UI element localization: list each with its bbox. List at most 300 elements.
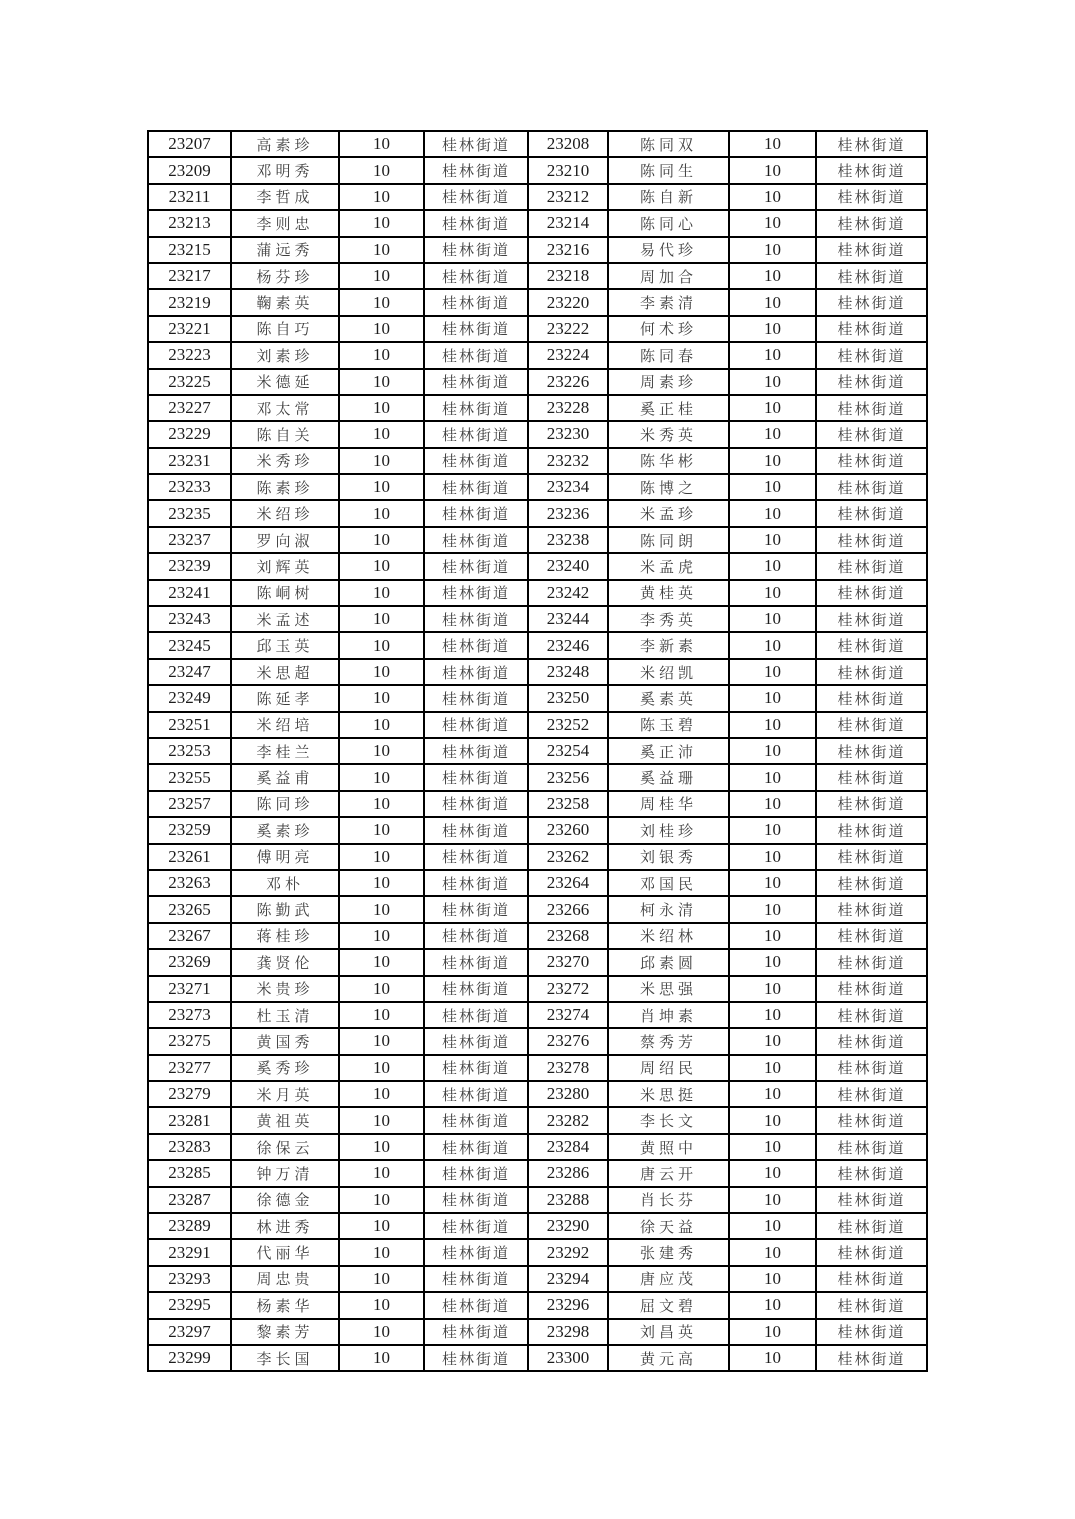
table-row: [148, 263, 927, 289]
table-row: [148, 474, 927, 500]
person-id: 23278: [528, 1055, 608, 1081]
person-name: 邱素圆: [608, 949, 729, 975]
person-name: 刘桂珍: [608, 817, 729, 843]
table-row: [148, 369, 927, 395]
person-name: 肖长芬: [608, 1187, 729, 1213]
person-name: 肖坤素: [608, 1002, 729, 1028]
table-row: [148, 844, 927, 870]
amount-value: 10: [729, 712, 816, 738]
person-id: 23207: [148, 131, 231, 157]
amount-value: 10: [339, 976, 424, 1002]
person-id: 23252: [528, 712, 608, 738]
street-name: 桂林街道: [424, 1292, 528, 1318]
person-id: 23293: [148, 1266, 231, 1292]
person-id: 23239: [148, 553, 231, 579]
amount-value: 10: [339, 896, 424, 922]
table-row: [148, 764, 927, 790]
amount-value: 10: [729, 1266, 816, 1292]
amount-value: 10: [729, 369, 816, 395]
amount-value: 10: [339, 606, 424, 632]
person-id: 23242: [528, 580, 608, 606]
person-id: 23212: [528, 184, 608, 210]
street-name: 桂林街道: [424, 976, 528, 1002]
person-name: 李长国: [231, 1345, 339, 1371]
street-name: 桂林街道: [424, 237, 528, 263]
amount-value: 10: [729, 237, 816, 263]
person-id: 23224: [528, 342, 608, 368]
amount-value: 10: [339, 210, 424, 236]
street-name: 桂林街道: [816, 632, 927, 658]
table-row: [148, 1187, 927, 1213]
person-id: 23211: [148, 184, 231, 210]
amount-value: 10: [339, 1239, 424, 1265]
person-name: 李新素: [608, 632, 729, 658]
person-name: 陈勤武: [231, 896, 339, 922]
person-id: 23237: [148, 527, 231, 553]
person-id: 23253: [148, 738, 231, 764]
person-name: 陈同春: [608, 342, 729, 368]
person-name: 陈素珍: [231, 474, 339, 500]
person-id: 23300: [528, 1345, 608, 1371]
street-name: 桂林街道: [424, 1134, 528, 1160]
person-name: 邓国民: [608, 870, 729, 896]
street-name: 桂林街道: [424, 210, 528, 236]
person-id: 23296: [528, 1292, 608, 1318]
amount-value: 10: [339, 474, 424, 500]
person-name: 周忠贵: [231, 1266, 339, 1292]
person-id: 23217: [148, 263, 231, 289]
amount-value: 10: [729, 896, 816, 922]
street-name: 桂林街道: [816, 1319, 927, 1345]
person-id: 23277: [148, 1055, 231, 1081]
street-name: 桂林街道: [816, 1213, 927, 1239]
person-name: 米绍珍: [231, 500, 339, 526]
amount-value: 10: [339, 1345, 424, 1371]
street-name: 桂林街道: [424, 1239, 528, 1265]
person-name: 陈自关: [231, 421, 339, 447]
table-row: [148, 421, 927, 447]
person-id: 23241: [148, 580, 231, 606]
street-name: 桂林街道: [424, 844, 528, 870]
table-row: [148, 527, 927, 553]
person-id: 23281: [148, 1107, 231, 1133]
street-name: 桂林街道: [424, 316, 528, 342]
amount-value: 10: [339, 659, 424, 685]
person-name: 陈延孝: [231, 685, 339, 711]
person-name: 奚正沛: [608, 738, 729, 764]
amount-value: 10: [729, 263, 816, 289]
person-id: 23229: [148, 421, 231, 447]
table-row: [148, 1239, 927, 1265]
street-name: 桂林街道: [424, 474, 528, 500]
person-id: 23240: [528, 553, 608, 579]
person-id: 23219: [148, 289, 231, 315]
street-name: 桂林街道: [816, 210, 927, 236]
street-name: 桂林街道: [816, 500, 927, 526]
person-name: 米思挺: [608, 1081, 729, 1107]
roster-table: [147, 130, 928, 1372]
amount-value: 10: [339, 1213, 424, 1239]
person-name: 蒲远秀: [231, 237, 339, 263]
amount-value: 10: [339, 1134, 424, 1160]
person-name: 米孟虎: [608, 553, 729, 579]
person-name: 米月英: [231, 1081, 339, 1107]
street-name: 桂林街道: [816, 421, 927, 447]
amount-value: 10: [729, 923, 816, 949]
street-name: 桂林街道: [424, 1107, 528, 1133]
person-id: 23292: [528, 1239, 608, 1265]
person-name: 陈同生: [608, 157, 729, 183]
amount-value: 10: [339, 817, 424, 843]
person-name: 米绍凯: [608, 659, 729, 685]
person-name: 张建秀: [608, 1239, 729, 1265]
amount-value: 10: [729, 844, 816, 870]
street-name: 桂林街道: [424, 1028, 528, 1054]
street-name: 桂林街道: [816, 474, 927, 500]
street-name: 桂林街道: [424, 184, 528, 210]
person-id: 23247: [148, 659, 231, 685]
amount-value: 10: [729, 395, 816, 421]
person-name: 黎素芳: [231, 1319, 339, 1345]
amount-value: 10: [339, 580, 424, 606]
amount-value: 10: [729, 791, 816, 817]
person-id: 23298: [528, 1319, 608, 1345]
person-name: 米德延: [231, 369, 339, 395]
table-row: [148, 1345, 927, 1371]
amount-value: 10: [729, 1187, 816, 1213]
person-name: 周素珍: [608, 369, 729, 395]
table-row: [148, 500, 927, 526]
person-name: 黄照中: [608, 1134, 729, 1160]
person-name: 周加合: [608, 263, 729, 289]
street-name: 桂林街道: [424, 738, 528, 764]
table-row: [148, 949, 927, 975]
street-name: 桂林街道: [424, 553, 528, 579]
amount-value: 10: [339, 1107, 424, 1133]
person-id: 23228: [528, 395, 608, 421]
street-name: 桂林街道: [816, 1160, 927, 1186]
person-name: 奚素英: [608, 685, 729, 711]
amount-value: 10: [339, 712, 424, 738]
person-id: 23284: [528, 1134, 608, 1160]
person-id: 23220: [528, 289, 608, 315]
amount-value: 10: [729, 289, 816, 315]
person-id: 23221: [148, 316, 231, 342]
amount-value: 10: [729, 184, 816, 210]
street-name: 桂林街道: [424, 896, 528, 922]
amount-value: 10: [729, 474, 816, 500]
person-id: 23231: [148, 448, 231, 474]
street-name: 桂林街道: [816, 712, 927, 738]
amount-value: 10: [729, 1002, 816, 1028]
street-name: 桂林街道: [424, 1187, 528, 1213]
street-name: 桂林街道: [816, 1239, 927, 1265]
table-row: [148, 712, 927, 738]
person-id: 23250: [528, 685, 608, 711]
person-name: 黄元高: [608, 1345, 729, 1371]
person-name: 米秀英: [608, 421, 729, 447]
amount-value: 10: [729, 738, 816, 764]
street-name: 桂林街道: [424, 791, 528, 817]
street-name: 桂林街道: [424, 527, 528, 553]
table-row: [148, 448, 927, 474]
person-id: 23297: [148, 1319, 231, 1345]
person-id: 23223: [148, 342, 231, 368]
person-name: 李素清: [608, 289, 729, 315]
person-id: 23290: [528, 1213, 608, 1239]
person-id: 23233: [148, 474, 231, 500]
person-id: 23227: [148, 395, 231, 421]
person-id: 23209: [148, 157, 231, 183]
person-id: 23294: [528, 1266, 608, 1292]
street-name: 桂林街道: [816, 553, 927, 579]
amount-value: 10: [729, 527, 816, 553]
person-id: 23274: [528, 1002, 608, 1028]
amount-value: 10: [729, 817, 816, 843]
person-name: 陈玉碧: [608, 712, 729, 738]
person-name: 周绍民: [608, 1055, 729, 1081]
person-id: 23268: [528, 923, 608, 949]
street-name: 桂林街道: [816, 289, 927, 315]
person-name: 陈峒树: [231, 580, 339, 606]
amount-value: 10: [339, 632, 424, 658]
person-id: 23234: [528, 474, 608, 500]
amount-value: 10: [339, 685, 424, 711]
person-id: 23236: [528, 500, 608, 526]
person-id: 23265: [148, 896, 231, 922]
table-row: [148, 1213, 927, 1239]
person-name: 米孟述: [231, 606, 339, 632]
person-name: 米孟珍: [608, 500, 729, 526]
amount-value: 10: [339, 553, 424, 579]
street-name: 桂林街道: [816, 764, 927, 790]
person-id: 23285: [148, 1160, 231, 1186]
amount-value: 10: [729, 1055, 816, 1081]
street-name: 桂林街道: [424, 712, 528, 738]
amount-value: 10: [339, 131, 424, 157]
person-id: 23258: [528, 791, 608, 817]
table-row: [148, 606, 927, 632]
person-name: 钟万清: [231, 1160, 339, 1186]
amount-value: 10: [339, 791, 424, 817]
amount-value: 10: [729, 606, 816, 632]
street-name: 桂林街道: [816, 1002, 927, 1028]
person-id: 23262: [528, 844, 608, 870]
street-name: 桂林街道: [816, 157, 927, 183]
street-name: 桂林街道: [424, 817, 528, 843]
person-id: 23263: [148, 870, 231, 896]
table-row: [148, 896, 927, 922]
street-name: 桂林街道: [424, 131, 528, 157]
person-name: 米绍林: [608, 923, 729, 949]
person-name: 李长文: [608, 1107, 729, 1133]
street-name: 桂林街道: [816, 1107, 927, 1133]
table-row: [148, 1002, 927, 1028]
amount-value: 10: [339, 923, 424, 949]
amount-value: 10: [729, 632, 816, 658]
person-name: 陈同双: [608, 131, 729, 157]
amount-value: 10: [339, 949, 424, 975]
person-name: 黄祖英: [231, 1107, 339, 1133]
person-id: 23259: [148, 817, 231, 843]
person-id: 23249: [148, 685, 231, 711]
person-name: 李秀英: [608, 606, 729, 632]
table-row: [148, 1160, 927, 1186]
table-row: [148, 131, 927, 157]
street-name: 桂林街道: [424, 1319, 528, 1345]
table-row: [148, 237, 927, 263]
street-name: 桂林街道: [816, 342, 927, 368]
table-row: [148, 395, 927, 421]
table-row: [148, 342, 927, 368]
person-name: 黄桂英: [608, 580, 729, 606]
street-name: 桂林街道: [424, 421, 528, 447]
person-name: 龚贤伦: [231, 949, 339, 975]
person-id: 23225: [148, 369, 231, 395]
person-id: 23216: [528, 237, 608, 263]
street-name: 桂林街道: [816, 184, 927, 210]
person-id: 23254: [528, 738, 608, 764]
street-name: 桂林街道: [424, 395, 528, 421]
table-row: [148, 1028, 927, 1054]
person-name: 唐云开: [608, 1160, 729, 1186]
amount-value: 10: [729, 870, 816, 896]
person-id: 23246: [528, 632, 608, 658]
street-name: 桂林街道: [424, 923, 528, 949]
person-id: 23280: [528, 1081, 608, 1107]
person-name: 奚益珊: [608, 764, 729, 790]
table-row: [148, 870, 927, 896]
person-id: 23257: [148, 791, 231, 817]
amount-value: 10: [339, 237, 424, 263]
amount-value: 10: [729, 1319, 816, 1345]
person-name: 陈自巧: [231, 316, 339, 342]
amount-value: 10: [339, 1319, 424, 1345]
person-name: 陈同珍: [231, 791, 339, 817]
amount-value: 10: [339, 157, 424, 183]
person-id: 23243: [148, 606, 231, 632]
amount-value: 10: [339, 500, 424, 526]
amount-value: 10: [729, 1292, 816, 1318]
amount-value: 10: [339, 342, 424, 368]
amount-value: 10: [339, 263, 424, 289]
street-name: 桂林街道: [816, 369, 927, 395]
amount-value: 10: [729, 553, 816, 579]
person-name: 杨芬珍: [231, 263, 339, 289]
person-id: 23244: [528, 606, 608, 632]
person-name: 徐德金: [231, 1187, 339, 1213]
person-name: 米贵珍: [231, 976, 339, 1002]
person-id: 23208: [528, 131, 608, 157]
street-name: 桂林街道: [816, 1345, 927, 1371]
amount-value: 10: [339, 369, 424, 395]
person-name: 邓朴: [231, 870, 339, 896]
amount-value: 10: [339, 1081, 424, 1107]
amount-value: 10: [729, 764, 816, 790]
amount-value: 10: [339, 184, 424, 210]
street-name: 桂林街道: [816, 237, 927, 263]
person-name: 高素珍: [231, 131, 339, 157]
amount-value: 10: [729, 1107, 816, 1133]
street-name: 桂林街道: [424, 659, 528, 685]
person-name: 杨素华: [231, 1292, 339, 1318]
amount-value: 10: [339, 527, 424, 553]
street-name: 桂林街道: [816, 659, 927, 685]
street-name: 桂林街道: [816, 1187, 927, 1213]
person-id: 23276: [528, 1028, 608, 1054]
person-name: 陈同心: [608, 210, 729, 236]
person-id: 23264: [528, 870, 608, 896]
street-name: 桂林街道: [424, 1002, 528, 1028]
table-row: [148, 580, 927, 606]
person-name: 柯永清: [608, 896, 729, 922]
table-row: [148, 289, 927, 315]
street-name: 桂林街道: [424, 369, 528, 395]
table-row: [148, 184, 927, 210]
person-name: 米思强: [608, 976, 729, 1002]
street-name: 桂林街道: [424, 1055, 528, 1081]
table-row: [148, 791, 927, 817]
amount-value: 10: [339, 448, 424, 474]
street-name: 桂林街道: [816, 580, 927, 606]
street-name: 桂林街道: [424, 1081, 528, 1107]
table-row: [148, 1055, 927, 1081]
amount-value: 10: [339, 738, 424, 764]
person-name: 傅明亮: [231, 844, 339, 870]
street-name: 桂林街道: [816, 1134, 927, 1160]
person-id: 23260: [528, 817, 608, 843]
amount-value: 10: [339, 1160, 424, 1186]
person-id: 23255: [148, 764, 231, 790]
table-row: [148, 157, 927, 183]
person-name: 周桂华: [608, 791, 729, 817]
street-name: 桂林街道: [816, 395, 927, 421]
amount-value: 10: [339, 1292, 424, 1318]
person-name: 奚益甫: [231, 764, 339, 790]
person-name: 陈博之: [608, 474, 729, 500]
person-name: 杜玉清: [231, 1002, 339, 1028]
person-name: 奚正桂: [608, 395, 729, 421]
person-name: 黄国秀: [231, 1028, 339, 1054]
person-name: 林进秀: [231, 1213, 339, 1239]
amount-value: 10: [729, 342, 816, 368]
person-name: 徐天益: [608, 1213, 729, 1239]
table-row: [148, 1292, 927, 1318]
street-name: 桂林街道: [816, 976, 927, 1002]
amount-value: 10: [729, 976, 816, 1002]
table-row: [148, 738, 927, 764]
person-name: 罗向淑: [231, 527, 339, 553]
amount-value: 10: [729, 1134, 816, 1160]
person-id: 23261: [148, 844, 231, 870]
person-name: 奚秀珍: [231, 1055, 339, 1081]
person-id: 23282: [528, 1107, 608, 1133]
street-name: 桂林街道: [424, 448, 528, 474]
person-name: 蔡秀芳: [608, 1028, 729, 1054]
street-name: 桂林街道: [424, 263, 528, 289]
person-id: 23214: [528, 210, 608, 236]
street-name: 桂林街道: [816, 263, 927, 289]
amount-value: 10: [729, 210, 816, 236]
street-name: 桂林街道: [816, 131, 927, 157]
person-name: 奚素珍: [231, 817, 339, 843]
person-id: 23251: [148, 712, 231, 738]
table-row: [148, 976, 927, 1002]
street-name: 桂林街道: [816, 1081, 927, 1107]
person-name: 代丽华: [231, 1239, 339, 1265]
amount-value: 10: [339, 1002, 424, 1028]
person-name: 米绍培: [231, 712, 339, 738]
